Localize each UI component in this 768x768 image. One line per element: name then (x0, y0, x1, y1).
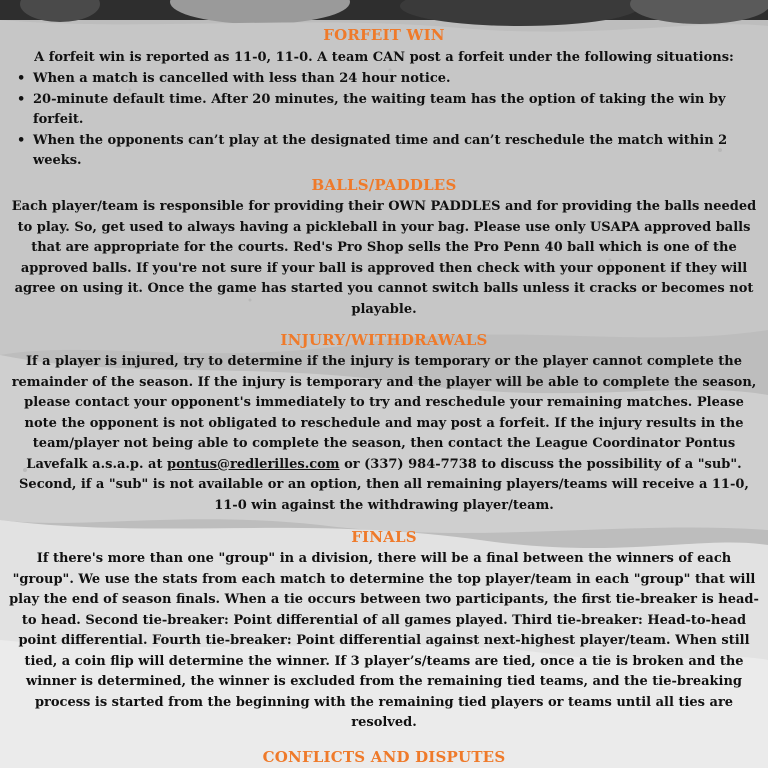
balls-section (0, 176, 768, 320)
forfeit-heading: FORFEIT WIN (323, 26, 445, 44)
conflicts-section (0, 748, 768, 766)
balls-heading: BALLS/PADDLES (311, 176, 457, 194)
conflicts-heading: CONFLICTS AND DISPUTES (262, 748, 506, 766)
injury-heading: INJURY/WITHDRAWALS (280, 331, 488, 349)
finals-text: If there's more than one "group" in a division, there will be a final between the winners of each "group". We use the stats from each match to determine the top player/team in each "group" that will play the end of season finals. When a tie occurs between two participants, the first tie-breaker is head-to head. Second tie-breaker: Point differential of all games played. Third tie-breaker: Head-to-head point differential. Fourth tie-breaker: Point differential against next-highest player/team. When still tied, a coin flip will determine the winner. If 3 player’s/teams are tied, once a tie is broken and the winner is determined, the winner is excluded from the remaining tied teams, and the tie-breaking process is started from the beginning with the remaining tied players or teams until all ties are resolved. (9, 551, 759, 730)
finals-heading: FINALS (351, 528, 417, 546)
forfeit-bullet-3 (17, 131, 768, 172)
bullet-text: When the opponents can’t play at the designated time and can’t reschedule the match within 2 weeks. (33, 132, 728, 168)
injury-text-part-1: If a player is injured, try to determine if the injury is temporary or the player cannot complete the remainder of the season. If the injury is temporary and the player will be able to complete the season, please contact your opponent's immediately to try and reschedule your remaining matches. Please note the opponent is not obligated to reschedule and may post a forfeit. If the injury results in the team/player not being able to complete the season, then contact the League Coordinator Pontus Lavefalk a.s.a.p. at (11, 354, 757, 472)
bullet-icon: • (17, 71, 26, 86)
injury-section (0, 331, 768, 516)
forfeit-intro: A forfeit win is reported as 11-0, 11-0. A team CAN post a forfeit under the following situations: (34, 50, 734, 65)
bullet-text: When a match is cancelled with less than 24 hour notice. (33, 71, 451, 86)
balls-text: Each player/team is responsible for providing their OWN PADDLES and for providing the balls needed to play. So, get used to always having a pickleball in your bag. Please use only USAPA approved balls that are appropriate for the courts. Red's Pro Shop sells the Pro Penn 40 ball which is one of the approved balls. If you're not sure if your ball is approved then check with your opponent if they will agree on using it. Once the game has started you cannot switch balls unless it cracks or becomes not playable. (11, 199, 757, 317)
bullet-text: 20-minute default time. After 20 minutes, the waiting team has the option of taking the win by forfeit. (33, 91, 726, 127)
forfeit-bullet-2 (17, 90, 768, 131)
coordinator-email-link[interactable]: pontus@redlerilles.com (167, 456, 340, 472)
forfeit-bullet-list (0, 69, 768, 172)
forfeit-section (0, 26, 768, 172)
bullet-icon: • (17, 132, 26, 148)
finals-section (0, 528, 768, 734)
injury-text (0, 352, 768, 516)
injury-text-part-2: or (337) 984-7738 to discuss the possibility of a "sub". Second, if a "sub" is not available or an option, then all remaining players/teams will receive a 11-0, 11-0 win against the withdrawing player/team. (19, 456, 749, 513)
forfeit-bullet-1 (17, 69, 768, 90)
bullet-icon: • (17, 91, 26, 107)
